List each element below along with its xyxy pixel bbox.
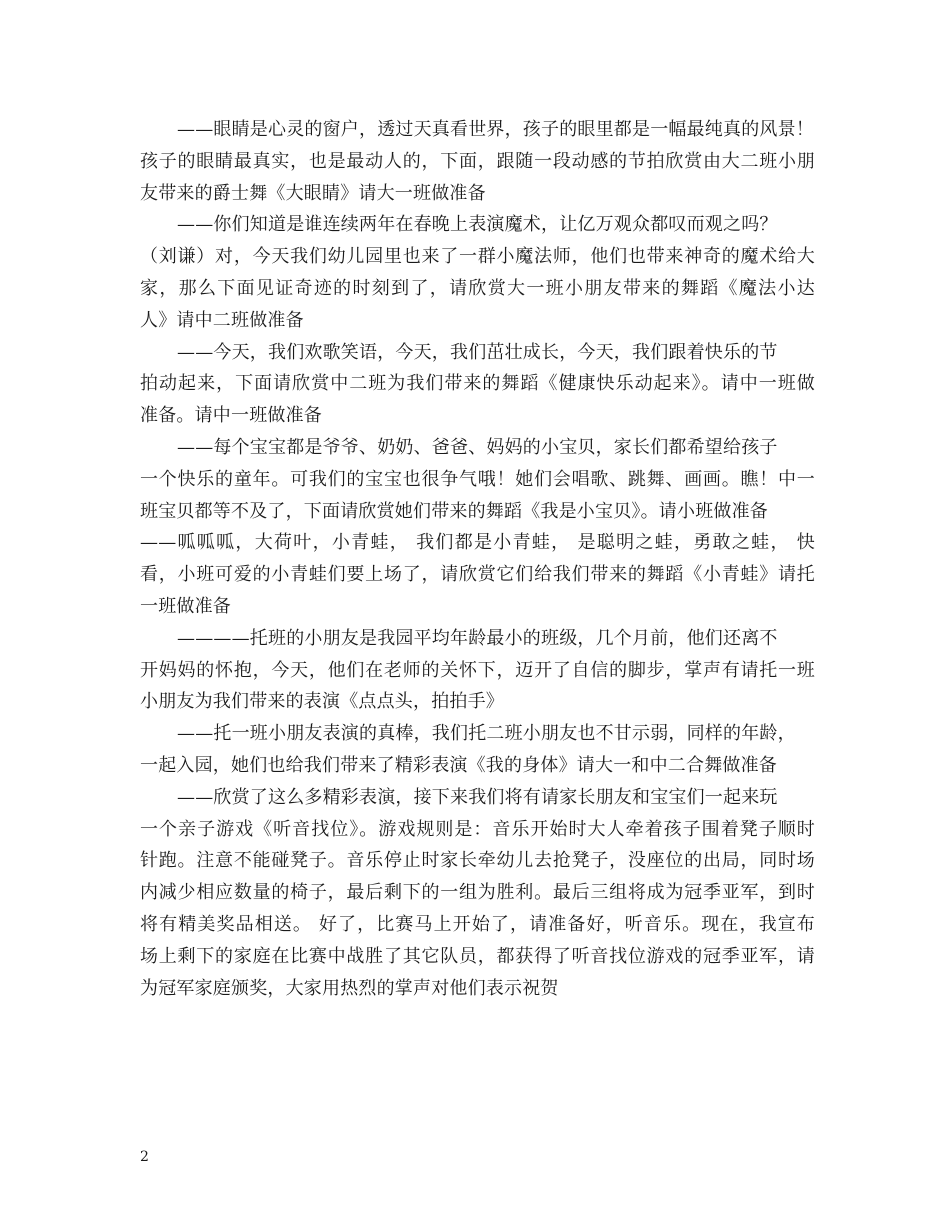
text-line: 拍动起来，下面请欣赏中二班为我们带来的舞蹈《健康快乐动起来》。请中一班做 — [140, 373, 815, 395]
text-line: 家，那么下面见证奇迹的时刻到了，请欣赏大一班小朋友带来的舞蹈《魔法小达 — [140, 277, 815, 299]
text-line: ——每个宝宝都是爷爷、奶奶、爸爸、妈妈的小宝贝，家长们都希望给孩子 — [177, 436, 778, 458]
text-line: 孩子的眼睛最真实，也是最动人的，下面，跟随一段动感的节拍欣赏由大二班小朋 — [140, 150, 815, 172]
text-line: 为冠军家庭颁奖，大家用热烈的掌声对他们表示祝贺 — [140, 977, 559, 999]
text-line: ——欣赏了这么多精彩表演，接下来我们将有请家长朋友和宝宝们一起来玩 — [177, 786, 778, 808]
text-line: 一个亲子游戏《听音找位》。游戏规则是：音乐开始时大人牵着孩子围着凳子顺时 — [140, 818, 815, 840]
text-line: ——呱呱呱，大荷叶，小青蛙， 我们都是小青蛙， 是聪明之蛙，勇敢之蛙， 快 — [140, 532, 815, 554]
text-line: 一个快乐的童年。可我们的宝宝也很争气哦！她们会唱歌、跳舞、画画。瞧！中一 — [140, 468, 815, 490]
text-line: ——你们知道是谁连续两年在春晚上表演魔术，让亿万观众都叹而观之吗？ — [177, 214, 778, 236]
text-line: 人》请中二班做准备 — [140, 309, 304, 331]
text-line: 友带来的爵士舞《大眼睛》请大一班做准备 — [140, 182, 486, 204]
page-number: 2 — [140, 1149, 149, 1165]
text-line: ————托班的小朋友是我园平均年龄最小的班级，几个月前，他们还离不 — [177, 627, 778, 649]
text-line: （刘谦）对，今天我们幼儿园里也来了一群小魔法师，他们也带来神奇的魔术给大 — [140, 246, 815, 268]
text-line: 准备。请中一班做准备 — [140, 405, 322, 427]
text-line: 内减少相应数量的椅子，最后剩下的一组为胜利。最后三组将成为冠季亚军，到时 — [140, 882, 815, 904]
text-line: 班宝贝都等不及了，下面请欣赏她们带来的舞蹈《我是小宝贝》。请小班做准备 — [140, 500, 768, 522]
text-line: 一起入园，她们也给我们带来了精彩表演《我的身体》请大一和中二合舞做准备 — [140, 754, 777, 776]
text-line: ——今天，我们欢歌笑语，今天，我们茁壮成长，今天，我们跟着快乐的节 — [177, 341, 778, 363]
text-line: 场上剩下的家庭在比赛中战胜了其它队员，都获得了听音找位游戏的冠季亚军，请 — [140, 945, 815, 967]
text-line: ——眼睛是心灵的窗户，透过天真看世界，孩子的眼里都是一幅最纯真的风景！ — [177, 119, 814, 140]
text-line: 开妈妈的怀抱，今天，他们在老师的关怀下，迈开了自信的脚步，掌声有请托一班 — [140, 659, 815, 681]
text-line: 一班做准备 — [140, 595, 231, 617]
text-line: 针跑。注意不能碰凳子。音乐停止时家长牵幼儿去抢凳子，没座位的出局，同时场 — [140, 850, 815, 872]
text-line: ——托一班小朋友表演的真棒，我们托二班小朋友也不甘示弱，同样的年龄， — [177, 723, 796, 745]
text-line: 将有精美奖品相送。 好了，比赛马上开始了，请准备好，听音乐。现在，我宣布 — [140, 913, 815, 935]
text-line: 小朋友为我们带来的表演《点点头，拍拍手》 — [140, 691, 504, 713]
body-text — [140, 114, 815, 1004]
text-line: 看，小班可爱的小青蛙们要上场了，请欣赏它们给我们带来的舞蹈《小青蛙》请托 — [140, 564, 815, 586]
